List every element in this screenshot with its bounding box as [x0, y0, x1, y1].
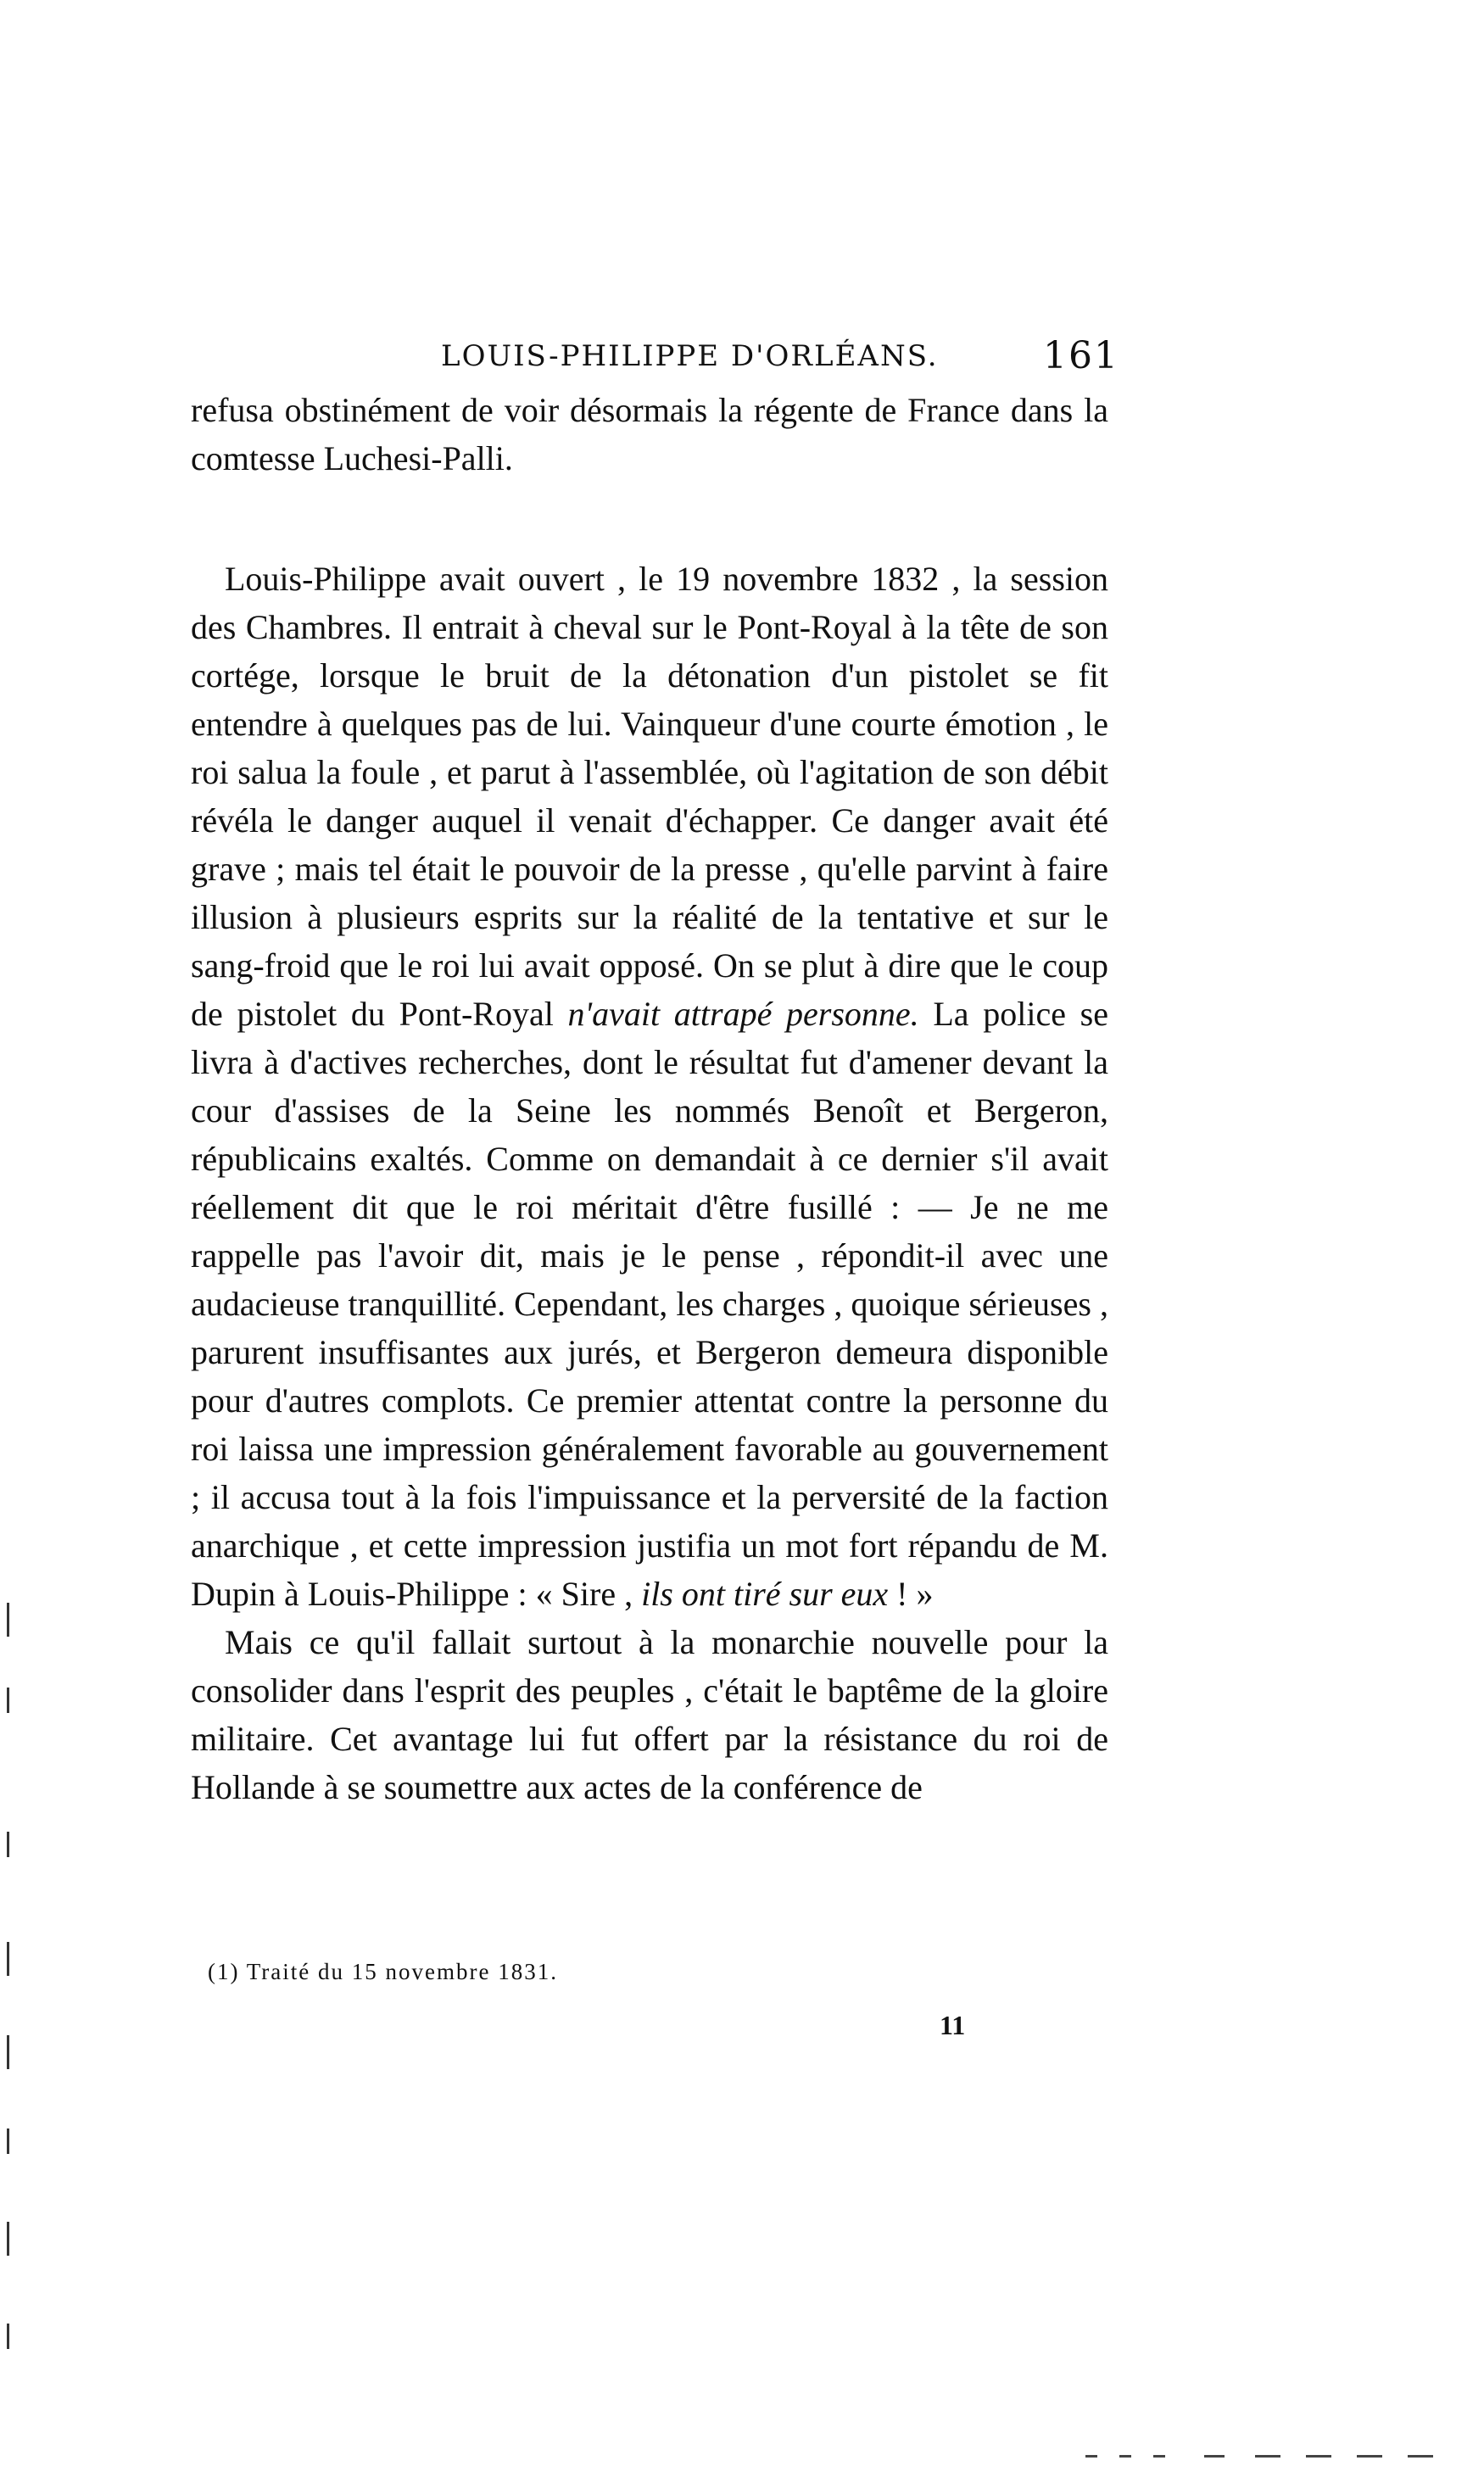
scan-margin-mark — [7, 1942, 9, 1976]
scan-edge-dash — [1255, 2455, 1280, 2458]
running-header — [441, 334, 1119, 382]
italic-quote-dupin: ils ont tiré sur eux — [641, 1575, 889, 1613]
scan-margin-mark — [7, 2222, 9, 2256]
running-title: LOUIS-PHILIPPE D'ORLÉANS. — [441, 339, 939, 373]
paragraph-attentat — [191, 555, 1108, 1618]
scan-edge-dash — [1204, 2455, 1225, 2458]
body-text — [191, 386, 1108, 1811]
italic-quote-personne: n'avait attrapé personne. — [567, 995, 919, 1033]
paragraph-attentat-part-a: Louis-Philippe avait ouvert , le 19 novembre 1832 , la session des Chambres. Il entrait à cheval sur le Pont-Royal à la tête de son cortége, lorsque le bruit de la détonation d'un pistolet se fit entendre à quelques pas de lui. Vainqueur d'une courte émotion , le roi salua la foule , et parut à l'assemblée, où l'agitation de son débit révéla le danger auquel il venait d'échapper. Ce danger avait été grave ; mais tel était le pouvoir de la presse , qu'elle parvint à faire illusion à plusieurs esprits sur la réalité de la tentative et sur le sang-froid que le roi lui avait opposé. On se plut à dire que le coup de pistolet du Pont-Royal — [191, 560, 1108, 1033]
scan-margin-mark — [7, 1688, 9, 1713]
scan-edge-dash — [1357, 2455, 1382, 2458]
scan-edge-dash — [1408, 2455, 1433, 2458]
page-number: 161 — [1043, 334, 1119, 377]
signature-mark: 11 — [940, 2010, 966, 2040]
paragraph-continuation: refusa obstinément de voir désormais la régente de France dans la comtesse Luchesi-Palli. — [191, 391, 1108, 477]
scan-edge-dash — [1119, 2455, 1131, 2458]
scan-edge-dash — [1153, 2455, 1165, 2458]
scan-margin-mark — [7, 2128, 9, 2154]
scan-margin-mark — [7, 2035, 9, 2069]
scan-edge-dash — [1085, 2455, 1097, 2458]
paragraph-attentat-part-b: La police se livra à d'actives recherches, dont le résultat fut d'amener devant la cour d'assises de la Seine les nommés Benoît et Bergeron, républicains exaltés. Comme on demandait à ce dernier s'il avait réellement dit que le roi méritait d'être fusillé : — Je ne me rappelle pas l'avoir dit, mais je le pense , répondit-il avec une audacieuse tranquillité. Cependant, les charges , quoique sérieuses , parurent insuffisantes aux jurés, et Bergeron demeura disponible pour d'autres complots. Ce premier attentat contre la personne du roi laissa une impression généralement favorable au gouvernement ; il accusa tout à la fois l'impuissance et la perversité de la faction anarchique , et cette impression justifia un mot fort répandu de M. Dupin à Louis-Philippe : « Sire , — [191, 995, 1108, 1613]
scan-margin-mark — [7, 1603, 9, 1637]
footnote: (1) Traité du 15 novembre 1831. — [208, 1959, 558, 1984]
paragraph-attentat-end: ! » — [888, 1575, 934, 1613]
paragraph-monarchie: Mais ce qu'il fallait surtout à la monarchie nouvelle pour la consolider dans l'esprit des peuples , c'était le baptême de la gloire militaire. Cet avantage lui fut offert par la résistance du roi de Hollande à se soumettre aux actes de la conférence de — [191, 1623, 1108, 1806]
paragraph-gap — [191, 483, 1108, 555]
scan-margin-mark — [7, 1832, 9, 1857]
scan-edge-dash — [1306, 2455, 1331, 2458]
scan-margin-mark — [7, 2324, 9, 2349]
